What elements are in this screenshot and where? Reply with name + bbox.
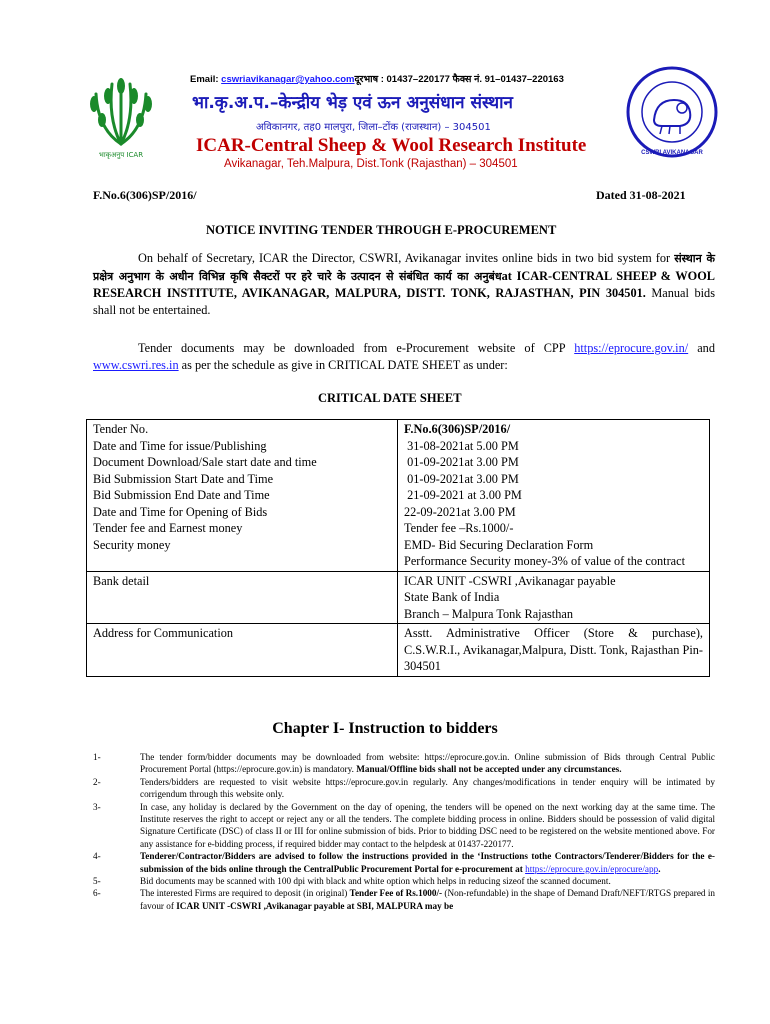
label-bid-end: Bid Submission End Date and Time	[93, 488, 270, 502]
intro-manual-note: Manual bids shall not be entertained.	[93, 286, 715, 317]
and-text: and	[688, 341, 715, 355]
item-number: 6-	[93, 888, 101, 899]
hindi-title: भा.कृ.अ.प.–केन्द्रीय भेड़ एवं ऊन अनुसंधान संस्थान	[192, 93, 513, 113]
item-bold: Tender Fee of Rs.1000/-	[349, 888, 443, 899]
bank-name: State Bank of India	[404, 590, 500, 604]
label-tender-fee: Tender fee and Earnest money	[93, 521, 243, 535]
bank-value-cell	[398, 571, 710, 624]
eprocure-app-link[interactable]: https://eprocure.gov.in/eprocure/app	[525, 863, 659, 874]
file-number: F.No.6(306)SP/2016/	[93, 188, 197, 202]
list-item	[93, 887, 715, 912]
address-value: Asstt. Administrative Officer (Store & purchase), C.S.W.R.I., Avikanagar,Malpura, Distt. Tonk, Rajasthan Pin- 304501	[398, 624, 710, 677]
value-bid-opening: 22-09-2021at 3.00 PM	[404, 504, 516, 519]
item-text: In case, any holiday is declared by the Government on the day of opening, the tenders will be opened on the next working day at the same time. The Institute reserves the right to accept or reject any or all the tenders. The complete bidding process in online. Bidders should be possession of valid digital Signature Certificate (DSC) of class II or III for online submission of bids. Prior to bidding DSC need to be registered on the website mentioned above. For any assistance for e-bidding process, if required bidder may contact to the helpdesk at 01437-220177.	[140, 801, 715, 849]
critical-date-sheet-title: CRITICAL DATE SHEET	[318, 391, 462, 405]
phone-fax: दूरभाष : 01437–220177 फैक्स नं. 91–01437–220163	[354, 74, 564, 85]
address-label: Address for Communication	[87, 624, 398, 677]
list-item	[93, 875, 715, 887]
label-tender-no: Tender No.	[93, 422, 149, 436]
item-number: 3-	[93, 801, 101, 812]
value-download-start: 01-09-2021at 3.00 PM	[404, 455, 519, 469]
item-bold-end: .	[658, 863, 661, 874]
instruction-list	[93, 751, 715, 912]
english-address: Avikanagar, Teh.Malpura, Dist.Tonk (Rajasthan) – 304501	[224, 158, 518, 170]
cswri-logo	[622, 62, 722, 162]
label-download-start: Document Download/Sale start date and time	[93, 455, 317, 469]
value-bid-start: 01-09-2021at 3.00 PM	[404, 471, 519, 486]
header-contact	[190, 72, 564, 85]
item-bold: Manual/Offline bids shall not be accepted under any circumstances.	[356, 764, 622, 775]
date: Dated 31-08-2021	[596, 188, 686, 202]
list-item	[93, 850, 715, 875]
value-tender-fee: Tender fee –Rs.1000/-	[404, 521, 514, 535]
bank-payee: ICAR UNIT -CSWRI ,Avikanagar payable	[404, 573, 616, 588]
values-cell	[398, 420, 710, 572]
value-emd: EMD- Bid Securing Declaration Form	[404, 537, 594, 552]
item-number: 4-	[93, 851, 101, 862]
item-bold-2: ICAR UNIT -CSWRI ,Avikanagar payable at SBI, MALPURA may be	[176, 900, 454, 911]
list-item	[93, 751, 715, 776]
label-bid-opening: Date and Time for Opening of Bids	[93, 504, 268, 519]
label-issue-date: Date and Time for issue/Publishing	[93, 438, 267, 453]
value-tender-no: F.No.6(306)SP/2016/	[404, 422, 511, 436]
list-item	[93, 801, 715, 851]
paragraph-download	[93, 340, 715, 373]
intro-institute: at ICAR-CENTRAL SHEEP & WOOL RESEARCH INSTITUTE, AVIKANAGAR, MALPURA, DISTT. TONK, RAJASTHAN, PIN 304501.	[93, 268, 715, 300]
table-row	[87, 571, 710, 624]
paragraph-intro	[93, 250, 715, 318]
logo-left-text: भाकृअनुप ICAR	[98, 151, 144, 159]
value-bid-end: 21-09-2021 at 3.00 PM	[404, 488, 522, 502]
icar-logo	[78, 74, 164, 166]
logo-right-text: CSWRI AVIKANAGAR	[641, 150, 703, 156]
table-row	[87, 420, 710, 572]
email-link[interactable]: cswriavikanagar@yahoo.com	[221, 74, 355, 85]
intro-hindi: संस्थान के प्रक्षेत्र अनुभाग के अधीन विभिन्न कृषि सैक्टरों पर हरे चारे के उत्पादन से संबंधित कार्य का अनुबंध	[93, 252, 715, 283]
value-performance-security: Performance Security money-3% of value of the contract	[404, 554, 686, 568]
bank-branch: Branch – Malpura Tonk Rajasthan	[404, 606, 573, 621]
value-issue-date: 31-08-2021at 5.00 PM	[404, 438, 519, 453]
schedule-text: as per the schedule as give in CRITICAL DATE SHEET as under:	[178, 357, 508, 372]
item-text: The interested Firms are required to deposit (in original)	[140, 888, 350, 899]
item-number: 1-	[93, 752, 101, 762]
table-row	[87, 624, 710, 677]
item-number: 5-	[93, 876, 101, 887]
hindi-address: अविकानगर, तह0 मालपुरा, जिला–टोंक (राजस्थान) – 304501	[256, 122, 491, 133]
notice-title: NOTICE INVITING TENDER THROUGH E-PROCUREMENT	[206, 223, 557, 237]
download-text: Tender documents may be downloaded from e-Procurement website of CPP	[138, 341, 575, 355]
item-text: Tenders/bidders are requested to visit website https://eprocure.gov.in regularly. Any changes/modifications in tender enquiry will be intimated by corrigendum through this website only.	[140, 776, 715, 800]
email-label: Email:	[190, 74, 219, 85]
bank-label: Bank detail	[87, 571, 398, 624]
item-number: 2-	[93, 776, 101, 787]
eprocure-link[interactable]: https://eprocure.gov.in/	[574, 341, 689, 355]
list-item	[93, 776, 715, 801]
intro-text: On behalf of Secretary, ICAR the Director, CSWRI, Avikanagar invites online bids in two bid system for	[138, 251, 675, 265]
chapter-title: Chapter I- Instruction to bidders	[272, 720, 498, 737]
item-text: The tender form/bidder documents may be downloaded from website: https://eprocure.gov.in. Online submission of Bids through Central Public Procurement Portal (https://eprocure.gov.in) is mandatory.	[140, 752, 715, 775]
label-bid-start: Bid Submission Start Date and Time	[93, 471, 274, 486]
labels-cell	[87, 420, 398, 572]
item-text-2: (Non-refundable) in the shape of Demand Draft/NEFT/RTGS prepared in favour of	[140, 888, 715, 911]
critical-date-table	[86, 419, 710, 677]
label-security-money: Security money	[93, 537, 171, 552]
cswri-link[interactable]: www.cswri.res.in	[93, 357, 179, 372]
item-text: Bid documents may be scanned with 100 dpi with black and white option which helps in reducing sizeof the scanned document.	[140, 876, 611, 887]
item-bold: Tenderer/Contractor/Bidders are advised to follow the instructions provided in the ‘Instructions tothe Contractors/Tenderer/Bidders for the e-submission of the bids online through the CentralPublic Procurement Portal for e-procurement at	[140, 851, 715, 874]
english-title: ICAR-Central Sheep & Wool Research Institute	[196, 135, 587, 156]
